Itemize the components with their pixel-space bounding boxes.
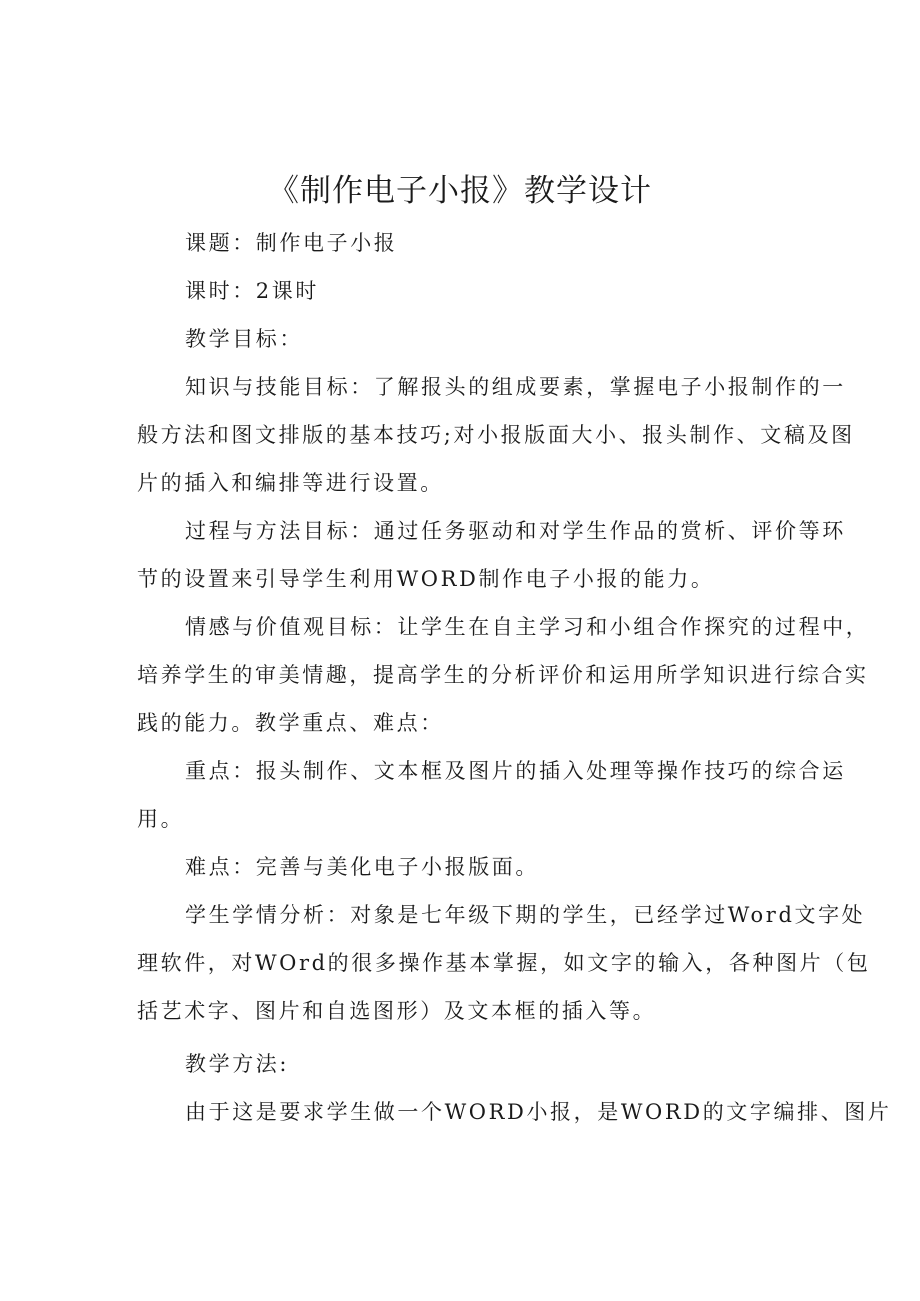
paragraph-analysis-line-2: 理软件，对WOrd的很多操作基本掌握，如文字的输入，各种图片（包 [137, 951, 871, 975]
paragraph-analysis-line-3: 括艺术字、图片和自选图形）及文本框的插入等。 [137, 999, 657, 1023]
paragraph-knowledge-line-3: 片的插入和编排等进行设置。 [137, 471, 444, 495]
class-hours: 课时：2课时 [185, 279, 319, 303]
paragraph-knowledge-line-1: 知识与技能目标：了解报头的组成要素，掌握电子小报制作的一 [185, 375, 846, 399]
paragraph-emotion-line-2: 培养学生的审美情趣，提高学生的分析评价和运用所学知识进行综合实 [137, 663, 869, 687]
paragraph-process-line-1: 过程与方法目标：通过任务驱动和对学生作品的赏析、评价等环 [185, 519, 846, 543]
document-title: 《制作电子小报》教学设计 [268, 173, 652, 209]
paragraph-process-line-2: 节的设置来引导学生利用WORD制作电子小报的能力。 [137, 567, 715, 591]
paragraph-difficulty: 难点：完善与美化电子小报版面。 [185, 855, 539, 879]
paragraph-knowledge-line-2: 般方法和图文排版的基本技巧;对小报版面大小、报头制作、文稿及图 [137, 423, 855, 447]
course-topic: 课题：制作电子小报 [185, 231, 398, 255]
teaching-method-heading: 教学方法: [185, 1052, 290, 1076]
paragraph-key-points-line-1: 重点：报头制作、文本框及图片的插入处理等操作技巧的综合运 [185, 759, 846, 783]
paragraph-emotion-line-1: 情感与价值观目标：让学生在自主学习和小组合作探究的过程中， [185, 615, 870, 639]
paragraph-emotion-line-3: 践的能力。教学重点、难点： [137, 711, 444, 735]
paragraph-key-points-line-2: 用。 [137, 807, 185, 831]
teaching-goals-heading: 教学目标： [185, 327, 303, 351]
paragraph-method-line-1: 由于这是要求学生做一个WORD小报，是WORD的文字编排、图片 [185, 1100, 892, 1124]
paragraph-analysis-line-1: 学生学情分析：对象是七年级下期的学生，已经学过Word文字处 [185, 903, 866, 927]
